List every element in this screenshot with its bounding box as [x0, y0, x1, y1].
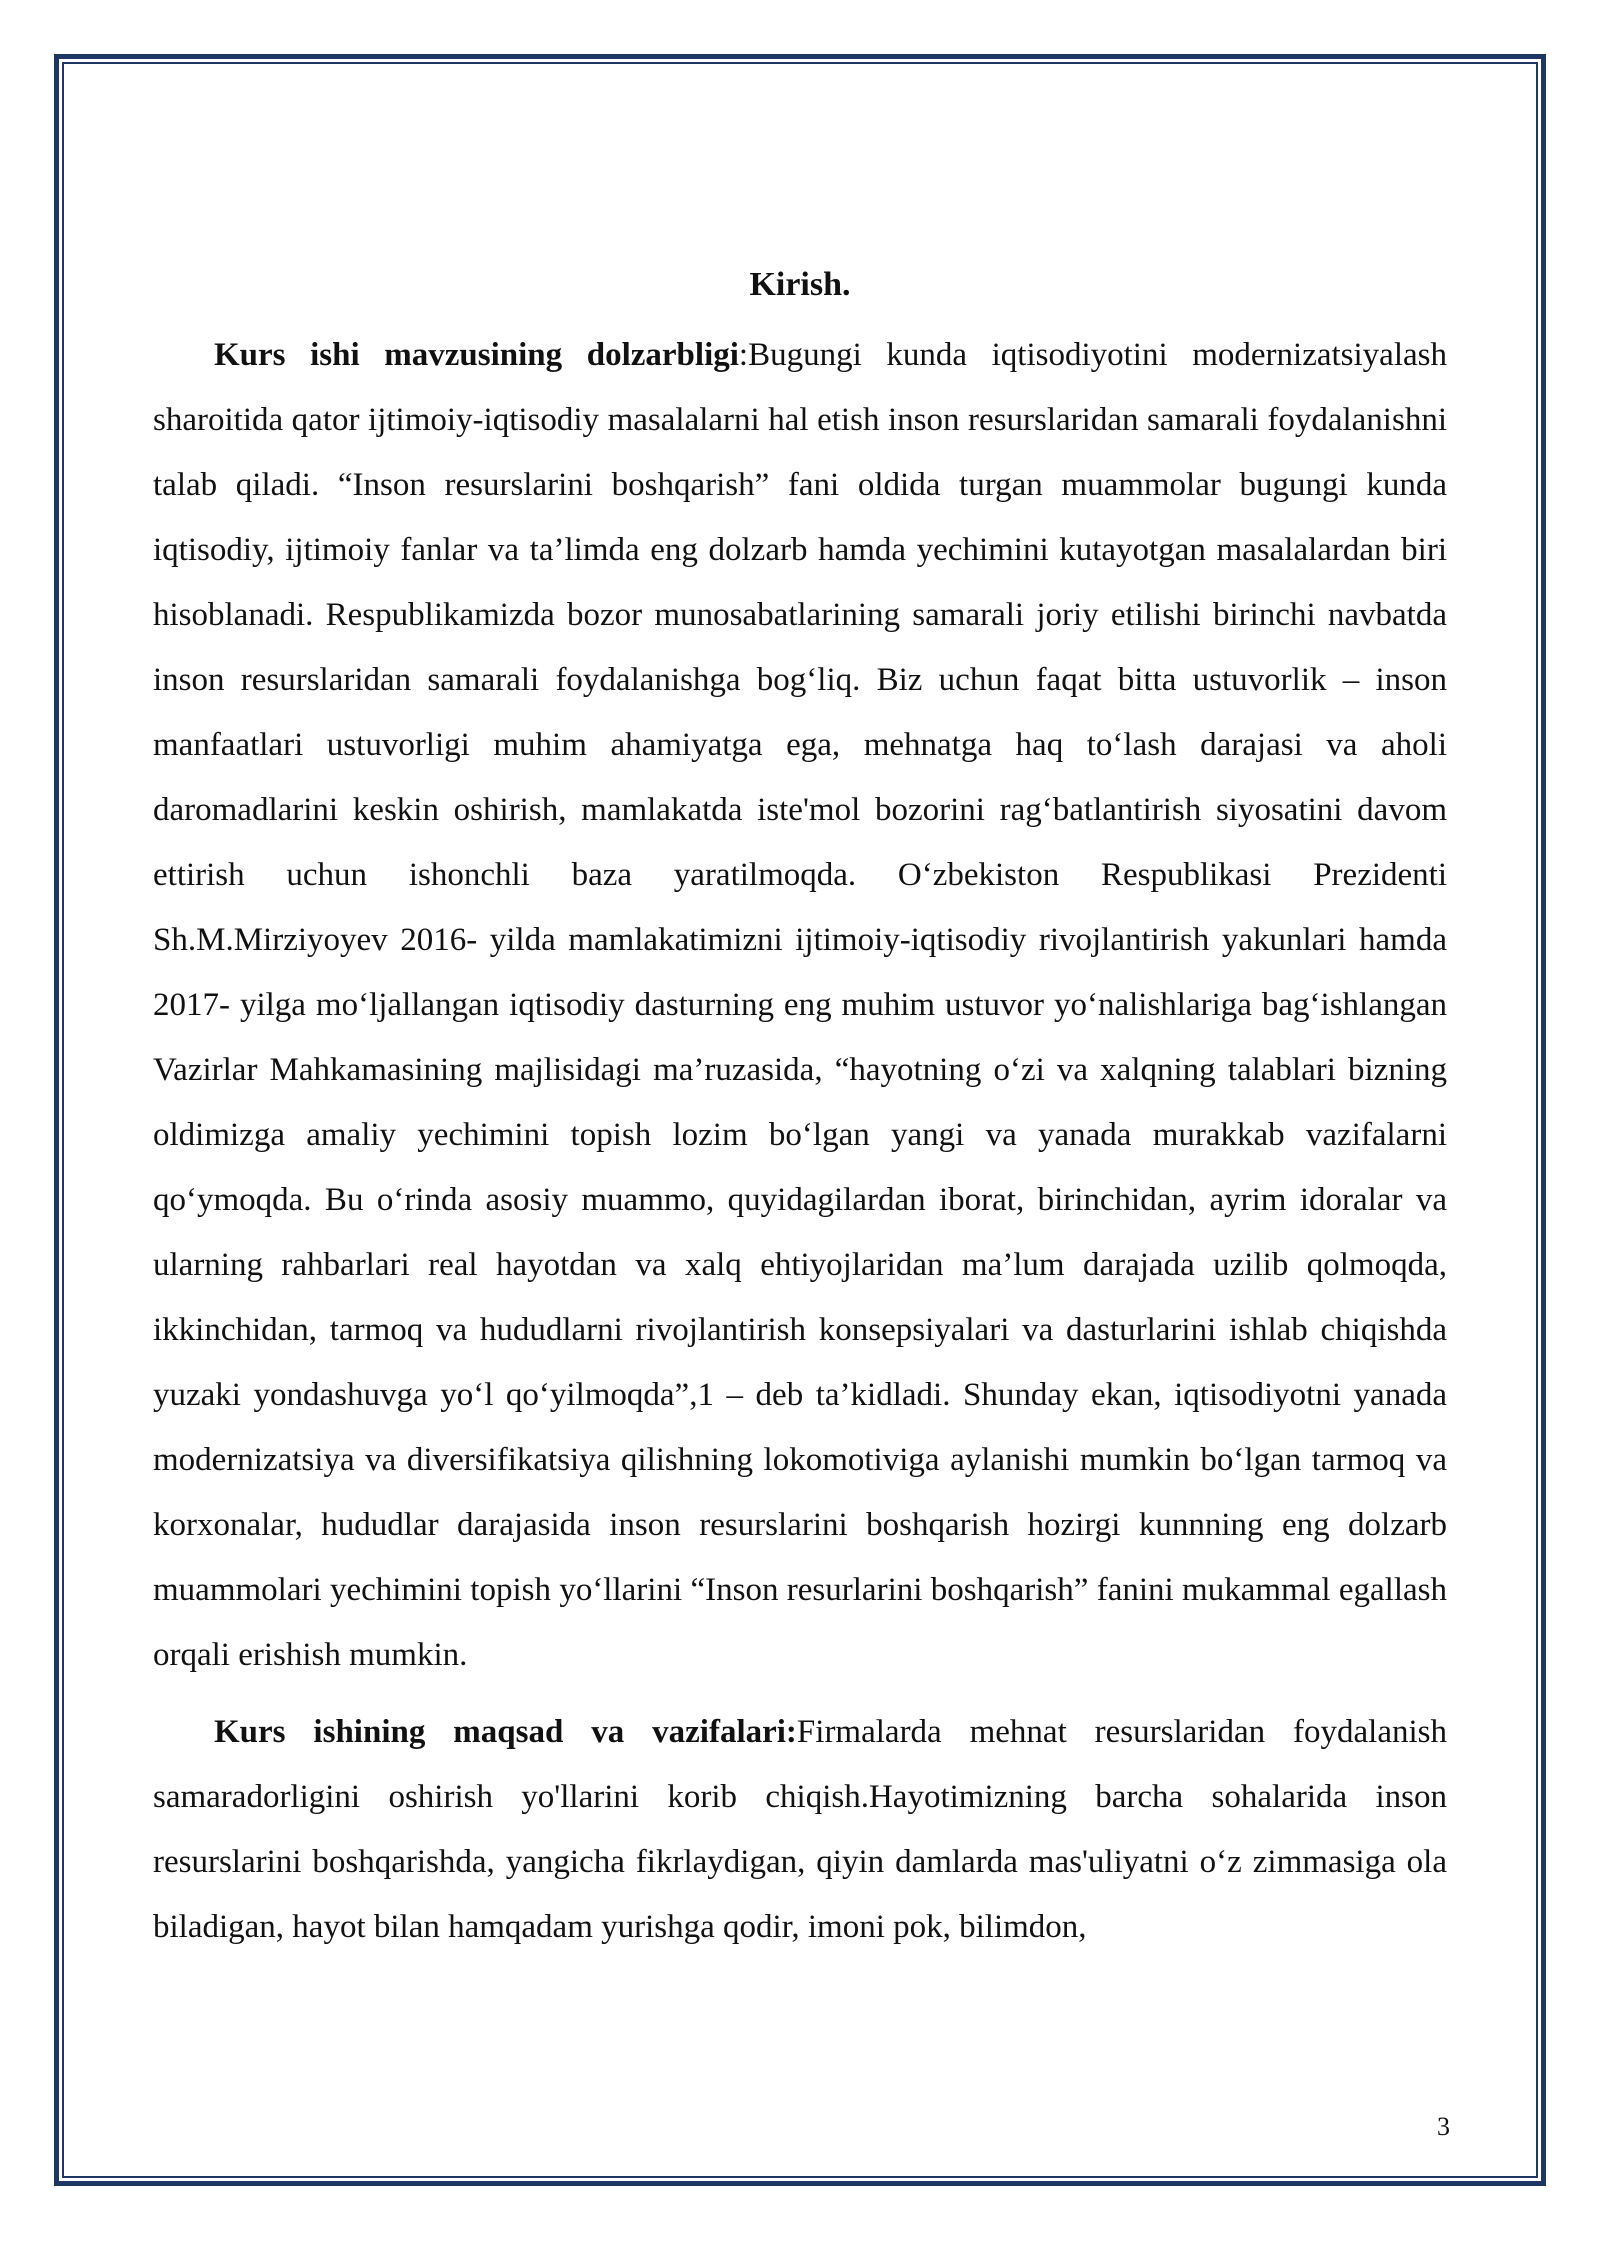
paragraph-relevance-text: :Bugungi kunda iqtisodiyotini modernizatsiyalash sharoitida qator ijtimoiy-iqtisodiy masalalarni hal etish inson resurslaridan samarali foydalanishni talab qiladi. “Inson resurslarini boshqarish” fani oldida turgan muammolar bugungi kunda iqtisodiy, ijtimoiy fanlar va ta’limda eng dolzarb hamda yechimini kutayotgan masalalardan biri hisoblanadi. Respublikamizda bozor munosabatlarining samarali joriy etilishi birinchi navbatda inson resurslaridan samarali foydalanishga bog‘liq. Biz uchun faqat bitta ustuvorlik – inson manfaatlari ustuvorligi muhim ahamiyatga ega, mehnatga haq to‘lash darajasi va aholi daromadlarini keskin oshirish, mamlakatda iste'mol bozorini rag‘batlantirish siyosatini davom ettirish uchun ishonchli baza yaratilmoqda. O‘zbekiston Respublikasi Prezidenti Sh.M.Mirziyoyev 2016- yilda mamlakatimizni ijtimoiy-iqtisodiy rivojlantirish yakunlari hamda 2017- yilga mo‘ljallangan iqtisodiy dasturning eng muhim ustuvor yo‘nalishlariga bag‘ishlangan Vazirlar Mahkamasining majlisidagi ma’ruzasida, “hayotning o‘zi va xalqning talablari bizning oldimizga amaliy yechimini topish lozim bo‘lgan yangi va yanada murakkab vazifalarni qo‘ymoqda. Bu o‘rinda asosiy muammo, quyidagilardan iborat, birinchidan, ayrim idoralar va ularning rahbarlari real hayotdan va xalq ehtiyojlaridan ma’lum darajada uzilib qolmoqda, ikkinchidan, tarmoq va hududlarni rivojlantirish konsepsiyalari va dasturlarini ishlab chiqishda yuzaki yondashuvga yo‘l qo‘yilmoqda”,1 – deb ta’kidladi. Shunday ekan, iqtisodiyotni yanada modernizatsiya va diversifikatsiya qilishning lokomotiviga aylanishi mumkin bo‘lgan tarmoq va korxonalar, hududlar darajasida inson resurslarini boshqarish hozirgi kunnning eng dolzarb muammolari yechimini topish yo‘llarini “Inson resurlarini boshqarish” fanini mukammal egallash orqali erishish mumkin. — [153, 337, 1447, 1673]
paragraph-relevance-lead: Kurs ishi mavzusining dolzarbligi — [214, 337, 739, 373]
paragraph-goals — [153, 1700, 1447, 1960]
paragraph-goals-text: Firmalarda mehnat resurslaridan foydalanish samaradorligini oshirish yo'llarini korib chiqish.Hayotimizning barcha sohalarida inson resurslarini boshqarishda, yangicha fikrlaydigan, qiyin damlarda mas'uliyatni o‘z zimmasiga ola biladigan, hayot bilan hamqadam yurishga qodir, imoni pok, bilimdon, — [153, 1714, 1447, 1945]
document-body — [153, 255, 1447, 1972]
document-title: Kirish. — [749, 266, 851, 303]
paragraph-relevance — [153, 323, 1447, 1688]
page-number: 3 — [1437, 2112, 1450, 2141]
paragraph-goals-lead: Kurs ishining maqsad va vazifalari: — [214, 1714, 797, 1750]
